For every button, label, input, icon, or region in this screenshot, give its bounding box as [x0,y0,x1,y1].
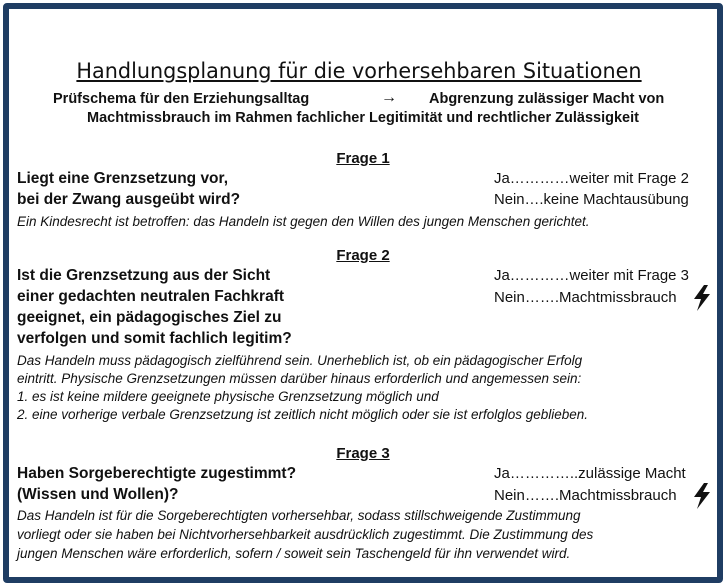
lightning-bolt-icon [692,483,712,509]
document-frame [3,3,723,583]
arrow-icon: → [381,89,397,106]
subtitle-line2: Machtmissbrauch im Rahmen fachlicher Legitimität und rechtlicher Zulässigkeit [87,110,639,126]
frage3-note-line2: vorliegt oder sie haben bei Nichtvorhersehbarkeit ausdrücklich zugestimmt. Die Zustimmung des [17,527,594,542]
frage2-heading: Frage 2 [336,247,390,264]
frage2-question-line4: verfolgen und somit fachlich legitim? [17,330,292,347]
frage3-heading: Frage 3 [336,445,390,462]
frage2-note-line4: 2. eine vorherige verbale Grenzsetzung ist zeitlich nicht möglich oder sie ist erfolglos geblieben. [17,407,589,422]
frage3-note-line3: jungen Menschen wäre erforderlich, sofern / soweit sein Taschengeld für ihn verwendet wird. [17,546,571,561]
frage2-note-line3: 1. es ist keine mildere geeignete physische Grenzsetzung möglich und [17,389,439,404]
frage2-note-line1: Das Handeln muss pädagogisch zielführend sein. Unerheblich ist, ob ein pädagogischer Erfolg [17,353,583,368]
frage3-note-line1: Das Handeln ist für die Sorgeberechtigten vorhersehbar, sodass stillschweigende Zustimmung [17,508,581,523]
frage2-question-line1: Ist die Grenzsetzung aus der Sicht [17,267,271,284]
frage2-question-line2: einer gedachten neutralen Fachkraft [17,288,285,305]
frage3-answer-ja: Ja…………..zulässige Macht [494,465,686,482]
frage2-answer-ja: Ja…………weiter mit Frage 3 [494,267,689,284]
subtitle-right: Abgrenzung zulässiger Macht von [429,91,665,107]
lightning-bolt-icon [692,285,712,311]
frage3-question-line1: Haben Sorgeberechtigte zugestimmt? [17,465,297,482]
frage1-question-line2: bei der Zwang ausgeübt wird? [17,191,241,208]
frage2-question-line3: geeignet, ein pädagogisches Ziel zu [17,309,282,326]
frage3-question-line2: (Wissen und Wollen)? [17,486,179,503]
frage1-note: Ein Kindesrecht ist betroffen: das Handeln ist gegen den Willen des jungen Menschen gerichtet. [17,214,590,229]
frage2-answer-nein: Nein…….Machtmissbrauch [494,289,677,306]
page-title: Handlungsplanung für die vorhersehbaren Situationen [76,59,642,83]
frage1-answer-nein: Nein….keine Machtausübung [494,191,689,208]
frage2-note-line2: eintritt. Physische Grenzsetzungen müssen darüber hinaus erforderlich und angemessen sein: [17,371,582,386]
subtitle-left: Prüfschema für den Erziehungsalltag [53,91,310,107]
frage1-question-line1: Liegt eine Grenzsetzung vor, [17,170,229,187]
frage1-answer-ja: Ja…………weiter mit Frage 2 [494,170,689,187]
frage1-heading: Frage 1 [336,150,390,167]
frage3-answer-nein: Nein…….Machtmissbrauch [494,487,677,504]
